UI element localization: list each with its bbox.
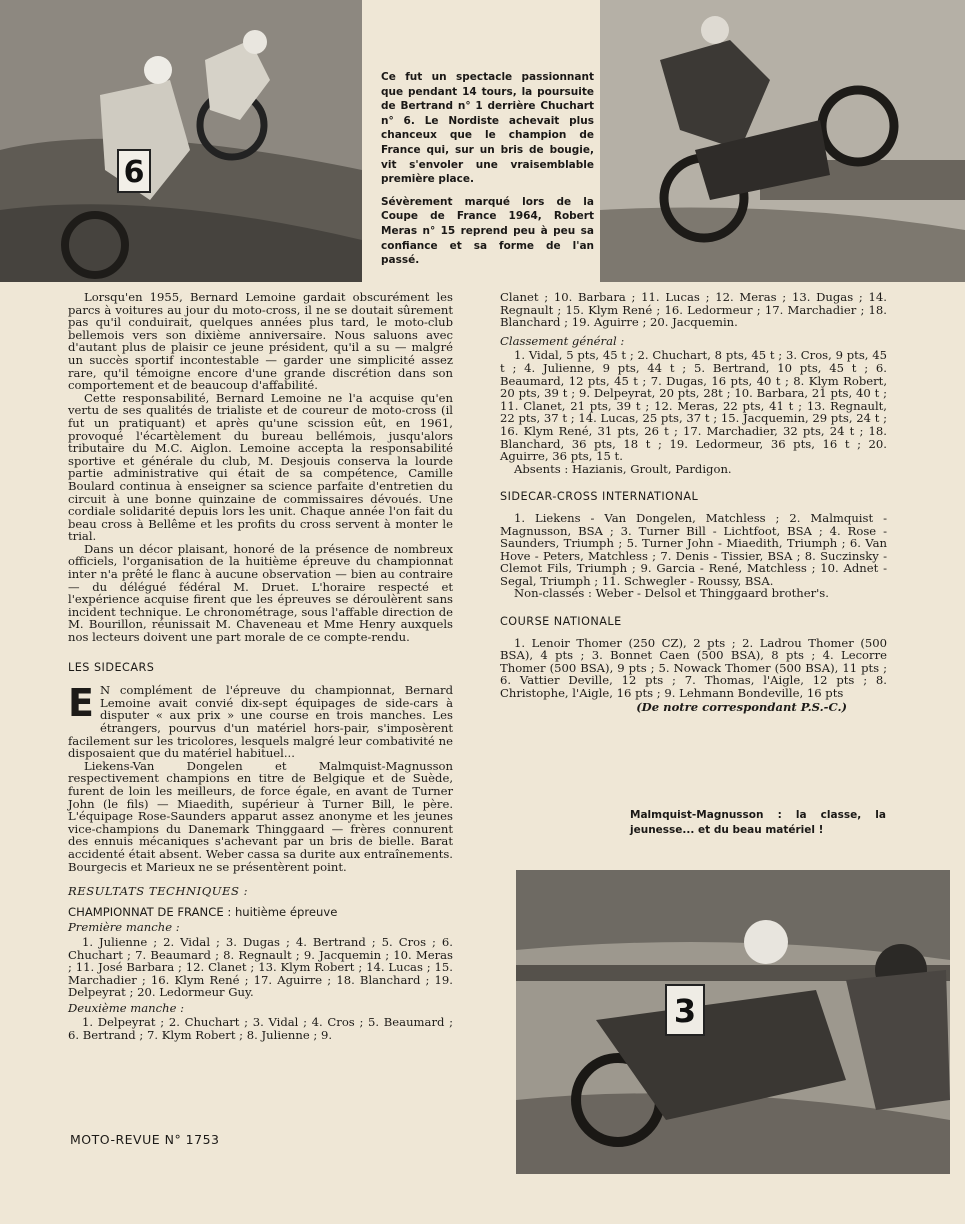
sidecars-paragraph-2: Liekens-Van Dongelen et Malmquist-Magnusson respectivement champions en titre de Belgique et de Suède, furent de loin les meilleurs, de force égale, en avant de Turner John (le fils) — Miaedith, supérieur à Turner Bill, le père. L'équipage Rose-Saunders apparut assez anonyme et les jeunes vice-champions du Danemark Thinggaard — frères connurent des ennuis mécaniques s'achevant par un bris de bielle. Barat accidenté était absent. Weber cassa sa durite aux entraînements. Bourgecis et Marieux ne se présentèrent point. — [68, 758, 453, 874]
course-nationale-heading: COURSE NATIONALE — [500, 615, 622, 629]
caption-bottom-text: Malmquist-Magnusson : la classe, la jeunesse... et du beau matériel ! — [630, 809, 886, 836]
manche1-title: Première manche : — [68, 920, 180, 935]
photo-sidecar-malmquist-magnusson — [516, 870, 950, 1174]
sidecars-paragraph-1-text: N complément de l'épreuve du championnat, Bernard Lemoine avait convié dix-sept équipages de side-cars à disputer « aux prix » une course en trois manches. Les étrangers, pourvus d'un matériel hors-pair, s'imposèrent facilement sur les tricolores, lesquels malgré leur combativité ne disposaient que du matériel habituel... — [68, 683, 453, 761]
drop-cap: E — [68, 681, 94, 726]
manche2-title: Deuxième manche : — [68, 1000, 185, 1015]
photo-riders-6-and-1 — [0, 0, 362, 282]
race-plate-6: 6 — [123, 155, 145, 190]
general-title: Classement général : — [500, 333, 625, 348]
sidecars-paragraph-1 — [68, 681, 453, 761]
general-results: 1. Vidal, 5 pts, 45 t ; 2. Chuchart, 8 pts, 45 t ; 3. Cros, 9 pts, 45 t ; 4. Julienne, 9 pts, 44 t ; 5. Bertrand, 10 pts, 45 t ; 6. Beaumard, 12 pts, 45 t ; 7. Dugas, 16 pts, 40 t ; 8. Klym Robert, 20 pts, 39 t ; 9. Delpeyrat, 20 pts, 28t ; 10. Barbara, 21 pts, 40 t ; 11. Clanet, 21 pts, 39 t ; 12. Meras, 22 pts, 41 t ; 13. Regnault, 22 pts, 37 t ; 14. Lucas, 25 pts, 37 t ; 15. Jacquemin, 29 pts, 24 t ; 16. Klym René, 31 pts, 26 t ; 17. Marchadier, 32 pts, 24 t ; 18. Blanchard, 36 pts, 18 t ; 19. Ledormeur, 36 pts, 16 t ; 20. Aguirre, 36 pts, 15 t. — [500, 348, 887, 464]
intro-paragraph-1: Lorsqu'en 1955, Bernard Lemoine gardait obscurément les parcs à voitures au jour du moto-cross, il ne se doutait sûrement pas qu'il conduirait, quelques années plus tard, le moto-club bellemois vers son dixième anniversaire. Nous saluons avec d'autant plus de plaisir ce jeune président, qu'il a su — malgré un succès sportif incontestable — garder une simplicité assez rare, qu'il témoigne encore d'une grande discrétion dans son comportement et de beaucoup d'affabilité. — [68, 290, 453, 393]
caption-top — [381, 70, 594, 276]
correspondent-signature: (De notre correspondant P.S.-C.) — [636, 699, 847, 714]
championship-title: CHAMPIONNAT DE FRANCE : — [68, 904, 232, 919]
photo-jumping-rider-15 — [600, 0, 965, 282]
manche2-results: 1. Delpeyrat ; 2. Chuchart ; 3. Vidal ; 4. Cros ; 5. Beaumard ; 6. Bertrand ; 7. Klym Robert ; 8. Julienne ; 9. — [68, 1015, 453, 1043]
race-plate-3: 3 — [673, 992, 697, 1030]
championship-sub: huitième épreuve — [234, 904, 338, 919]
intro-paragraph-3: Dans un décor plaisant, honoré de la présence de nombreux officiels, l'organisation de la huitième épreuve du championnat inter n'a prêté le flanc à aucune observation — bien au contraire — du délégué fédéral M. Druet. L'horaire respecté et l'expérience acquise firent que les épreuves se déroulèrent sans incident technique. Le chronométrage, sous l'affable direction de M. Bourillon, réunissait M. Chaveneau et Mme Henry auxquels nos lecteurs doivent une part morale de ce compte-rendu. — [68, 541, 453, 645]
non-classes-line: Non-classés : Weber - Delsol et Thinggaard brother's. — [514, 586, 829, 601]
sidecars-heading: LES SIDECARS — [68, 660, 155, 674]
manche1-results: 1. Julienne ; 2. Vidal ; 3. Dugas ; 4. Bertrand ; 5. Cros ; 6. Chuchart ; 7. Beaumard ; 8. Regnault ; 9. Jacquemin ; 10. Meras ; 11. José Barbara ; 12. Clanet ; 13. Klym Robert ; 14. Lucas ; 15. Marchadier ; 16. Klym René ; 17. Aguirre ; 18. Blanchard ; 19. Delpeyrat ; 20. Ledormeur Guy. — [68, 934, 453, 1000]
course-nationale-results: 1. Lenoir Thomer (250 CZ), 2 pts ; 2. Ladrou Thomer (500 BSA), 4 pts ; 3. Bonnet Caen (500 BSA), 8 pts ; 4. Lecorre Thomer (500 BSA), 9 pts ; 5. Nowack Thomer (500 BSA), 11 pts ; 6. Vattier Deville, 12 pts ; 7. Thomas, l'Aigle, 12 pts ; 8. Christophe, l'Aigle, 16 pts ; 9. Lehmann Bondeville, 16 pts — [500, 635, 887, 701]
caption-top-p2: Sévèrement marqué lors de la Coupe de France 1964, Robert Meras n° 15 reprend peu à peu sa confiance et sa forme de l'an passé. — [381, 195, 594, 267]
sidecar-cross-heading: SIDECAR-CROSS INTERNATIONAL — [500, 490, 699, 504]
intro-paragraph-2: Cette responsabilité, Bernard Lemoine ne l'a acquise qu'en vertu de ses qualités de trialiste et de coureur de moto-cross (il fut un pratiquant) et après qu'une scission eût, en 1961, provoqué l'écartèlement du bureau bellémois, jusqu'alors tributaire du M.C. Aiglon. Lemoine accepta la responsabilité sportive et générale du club, M. Desjouis conserva la lourde partie administrative qui était de sa compétence, Camille Boulard continua à enseigner sa science parfaite d'entretien du circuit à une bonne quinzaine de commissaires dévoués. Une cordiale solidarité depuis lors les unit. Chaque année l'on fait du beau cross à Bellême et les profits du cross servent à monter le trial. — [68, 390, 453, 544]
caption-bottom — [630, 808, 886, 845]
left-column — [68, 291, 453, 1042]
championship-line — [68, 906, 453, 919]
right-column — [500, 291, 887, 713]
results-heading: RESULTATS TECHNIQUES : — [68, 884, 249, 899]
page-footer: MOTO-REVUE N° 1753 — [70, 1132, 220, 1147]
caption-top-p1: Ce fut un spectacle passionnant que pendant 14 tours, la poursuite de Bertrand n° 1 derrière Chuchart n° 6. Le Nordiste achevait plus chanceux que le champion de France qui, sur un bris de bougie, vit s'envoler une vraisemblable première place. — [381, 71, 594, 186]
absents-line: Absents : Hazianis, Groult, Pardigon. — [514, 461, 732, 476]
manche2-results-cont: Clanet ; 10. Barbara ; 11. Lucas ; 12. Meras ; 13. Dugas ; 14. Regnault ; 15. Klym René ; 16. Ledormeur ; 17. Marchadier ; 18. Blanchard ; 19. Aguirre ; 20. Jacquemin. — [500, 290, 887, 330]
sidecar-cross-results: 1. Liekens - Van Dongelen, Matchless ; 2. Malmquist - Magnusson, BSA ; 3. Turner Bill - Lichtfoot, BSA ; 4. Rose - Saunders, Triumph ; 5. Turner John - Miaedith, Triumph ; 6. Van Hove - Peters, Matchless ; 7. Denis - Tissier, BSA ; 8. Suczinsky - Clemot Fils, Triumph ; 9. Garcia - René, Matchless ; 10. Adnet - Segal, Triumph ; 11. Schwegler - Roussy, BSA. — [500, 510, 887, 588]
